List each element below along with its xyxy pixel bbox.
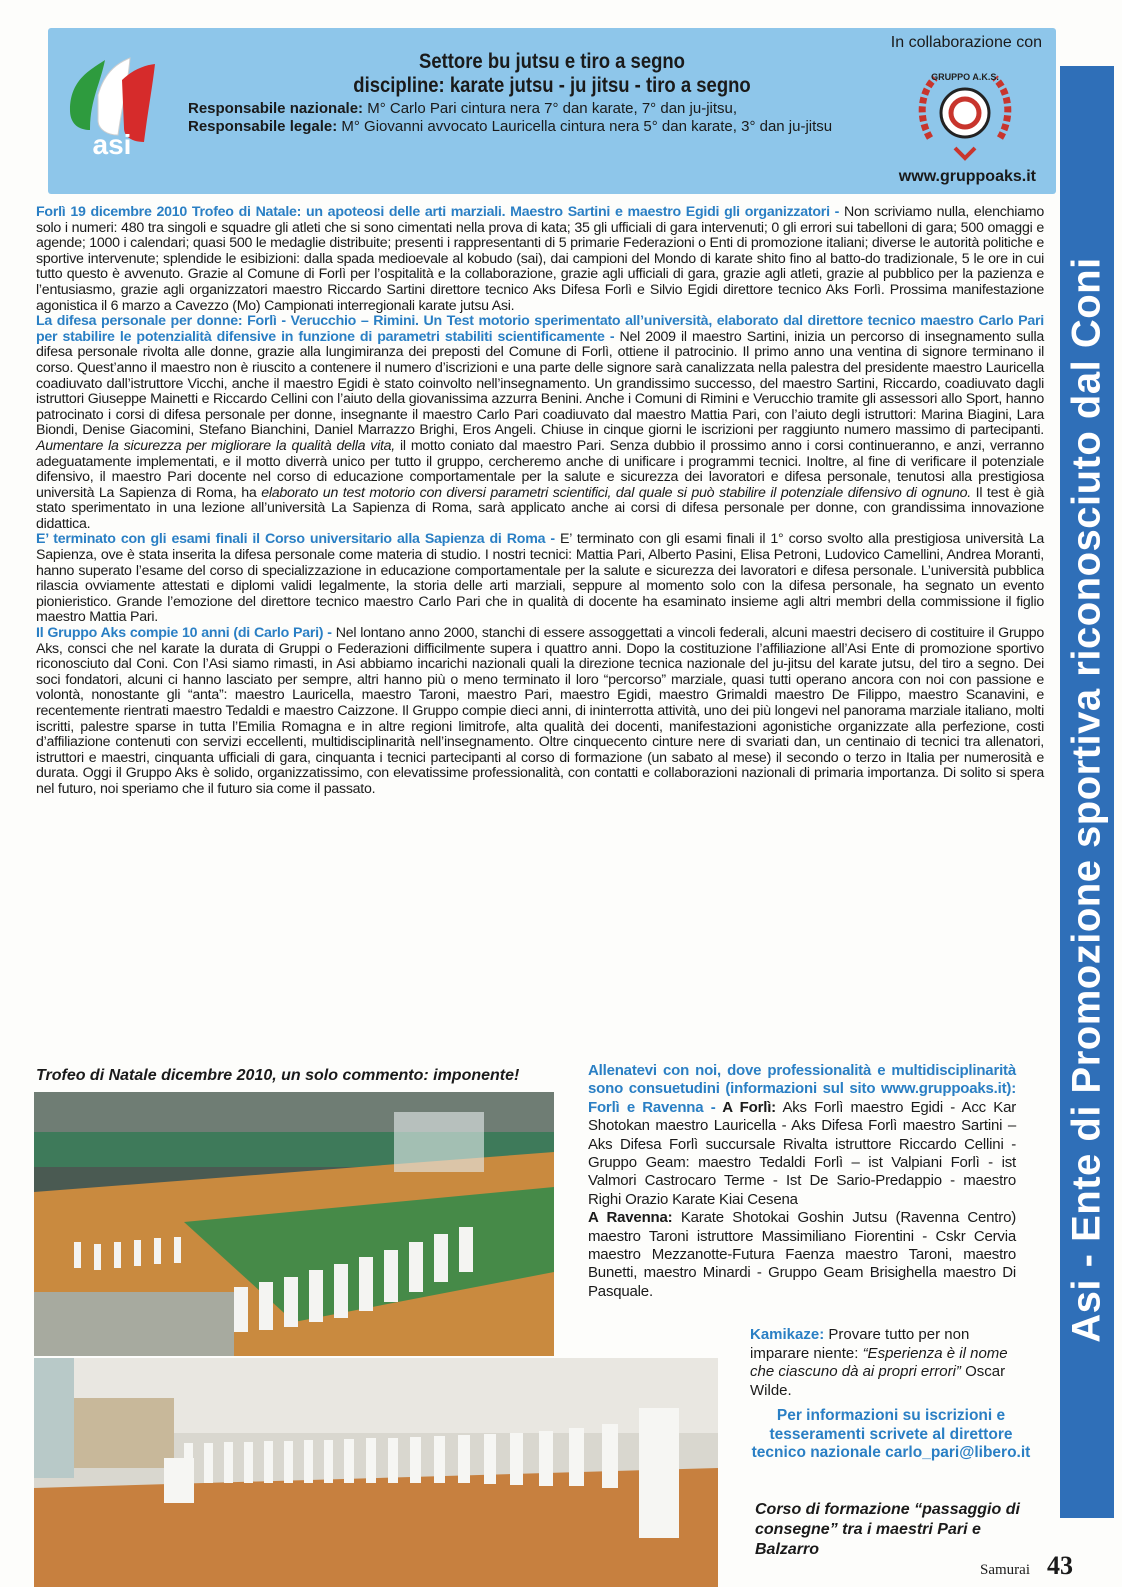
sedi-ravenna xyxy=(588,1209,1016,1301)
kamikaze-author: Oscar Wilde. xyxy=(750,1363,1006,1399)
collaborazione-label: In collaborazione con xyxy=(890,34,1042,51)
heading-trofeo-natale: Forlì 19 dicembre 2010 Trofeo di Natale: un apoteosi delle arti marziali. Maestro Sartini e maestro Egidi gli organizzatori - xyxy=(36,204,840,220)
footer-page-number: 43 xyxy=(1047,1551,1073,1580)
responsabile-nazionale-text: M° Carlo Pari cintura nera 7° dan karate, 7° dan ju-jitsu, xyxy=(367,100,738,117)
kamikaze-box xyxy=(750,1326,1016,1400)
info-contatti: Per informazioni su iscrizioni e tesseramenti scrivete al direttore tecnico nazionale carlo_pari@libero.it xyxy=(751,1407,1031,1461)
paragraph-text: Il test è già stato sperimentato in una lezione all’università La Sapienza di Roma, sarà applicato anche ai corsi di difesa personale per donne, con grandissima innovazione didattica. xyxy=(36,484,1045,532)
paragraph-text: E’ terminato con gli esami finali il 1° corso svolto alla prestigiosa università La Sapienza, ove è stata inserita la difesa personale come materia di studio. I nostri tecnici: Mattia Pari, Alberto Pasini, Elisa Petroni, Ludovico Camellini, Andrea Moranti, hanno superato l’esame del corso di specializzazione in educazione comportamentale per la salute e sicurezza dei lavoratori e difesa personale. L’università pubblica rilascia ovviamente attestati e diplomi validi legalmente, la storia delle arti marziali, seppure al momento solo con la difesa personale, ha segnato un evento pionieristico. Grande l’emozione del direttore tecnico maestro Carlo Pari che in qualità di docente ha esaminato insieme agli altri membri della commissione il figlio maestro Mattia Pari. xyxy=(36,531,1044,626)
header-title-line2: discipline: karate jutsu - ju jitsu - tiro a segno xyxy=(353,74,751,97)
footer-magazine: Samurai xyxy=(980,1562,1030,1578)
kamikaze-text: Provare tutto per non imparare niente: xyxy=(750,1326,970,1362)
ravenna-label: A Ravenna: xyxy=(588,1209,673,1227)
header-banner xyxy=(48,28,1056,194)
paragraph-trofeo-natale xyxy=(36,205,1044,314)
paragraph-gruppo-aks xyxy=(36,626,1044,798)
website-link[interactable]: www.gruppoaks.it xyxy=(898,168,1036,185)
ravenna-text: Karate Shotokai Goshin Jutsu (Ravenna Centro) maestro Taroni istruttore Massimiliano Fiorentini - Cskr Cervia maestro Mezzanotte-Futura Faenza maestro Taroni, maestro Bunetti, maestro Minardi - Gruppo Geam Brisighella maestro Di Pasquale. xyxy=(588,1209,1017,1300)
paragraph-corso-universitario xyxy=(36,532,1044,626)
heading-difesa-donne: La difesa personale per donne: Forlì - Verucchio – Rimini. Un Test motorio sperimentato all’università, elaborato dal direttore tecnico maestro Carlo Pari per stabilire le potenzialità difensive in funzione di parametri stabiliti scientificamente - xyxy=(36,313,1044,345)
svg-text:asi: asi xyxy=(92,129,132,160)
paragraph-italic-motto: Aumentare la sicurezza per migliorare la qualità della vita, xyxy=(36,437,396,454)
responsabile-legale-text: M° Giovanni avvocato Lauricella cintura nera 5° dan karate, 3° dan ju-jitsu xyxy=(341,118,833,135)
right-column-sedi xyxy=(588,1062,1016,1301)
side-band-text: Asi - Ente di Promozione sportiva riconosciuto dal Coni xyxy=(1064,257,1109,1343)
forli-text: Aks Forlì maestro Egidi - Acc Kar Shotokan maestro Lauricella - Aks Difesa Forlì maestro Sartini – Aks Difesa Forlì succursale Rivalta istruttore Riccardo Cellini - Gruppo Geam: maestro Tedaldi Forlì – ist Valpiani Forlì - ist Valmori Castrocaro Terme - Ist De Sario-Predappio - maestro Righi Orazio Karate Kiai Cesena xyxy=(588,1098,1017,1208)
paragraph-text: il motto coniato dal maestro Pari. Senza dubbio il prossimo anno i corsi continueranno, e anzi, verranno adeguatamente implementati, e il motto diverrà unico per tutto il gruppo, cercheremo anche di unificare i programmi tecnici. Inoltre, al fine di verificare il potenziale difensivo, il maestro Pari docente nel corso di educazione comportamentale per la salute e sicurezza dei lavoratori e difesa personale, tenutosi alla prestigiosa università La Sapienza di Roma, ha xyxy=(36,437,1044,501)
kamikaze-quote: “Esperienza è il nome che ciascuno dà ai propri errori” xyxy=(750,1344,1008,1380)
forli-label: A Forlì: xyxy=(715,1098,776,1116)
paragraph-text: Nel lontano anno 2000, stanchi di essere assoggettati a vincoli federali, alcuni maestri decisero di costituire il Gruppo Aks, consci che nel karate la durata di Gruppi o Federazioni difficilmente supera i quattro anni. Dopo la costituzione l’affiliazione all’Asi Ente di promozione sportivo riconosciuto dal Coni. Con l’Asi siamo rimasti, in Asi abbiamo incarichi nazionali quali la direzione tecnica nazionale del ju-jitsu del karate jutsu, del tiro a segno. Dei soci fondatori, alcuni ci hanno lasciato per sempre, altri hanno più o meno terminato il loro “percorso” marziale, quasi tutti operano ancora con noi con passione e volontà, nonostante gli “anta”: maestro Lauricella, maestro Taroni, maestro Pari, maestro Egidi, maestro Grimaldi maestro De Filippo, maestro Scanavini, e recentemente rientrati maestro Tedaldi e maestro Caizzone. Il Gruppo compie dieci anni, di ininterrotta attività, uno dei più longevi nel panorama marziale italiano, molti iscritti, palestre sparse in tutta l’Emilia Romagna e in altre regioni limitrofe, alta qualità dei docenti, manifestazioni agonistiche organizzate alla perfezione, costi d’affiliazione contenuti con servizi eccellenti, multidisciplinarità nell’insegnamento. Oltre cinquecento cinture nere di svariati dan, un centinaio di tecnici tra allenatori, istruttori e maestri, cinquanta ufficiali di gara, cinquanta i tecnici partecipanti al corso di formazione (un sabato al mese) il secondo o terzo in Italia per numerosità e durata. Oggi il Gruppo Aks è solido, organizzatissimo, con elevatissime professionalità, con contatti e collaborazioni nazionali di primaria importanza. Di solito si spera nel futuro, noi speriamo che il futuro sia come il passato. xyxy=(36,625,1044,797)
responsabile-nazionale-label: Responsabile nazionale: xyxy=(188,100,364,117)
photo-caption-top: Trofeo di Natale dicembre 2010, un solo commento: imponente! xyxy=(36,1067,520,1084)
paragraph-text: Non scriviamo nulla, elenchiamo solo i numeri: 480 tra singoli e squadre gli atleti che si sono cimentati nella prova di kata; 35 gli ufficiali di gara intervenuti; 0 gli errori sui tabelloni di gara; 500 omaggi e agende; 1000 i calendari; quasi 500 le medaglie distribuite; presenti i rappresentanti di 5 primarie Federazioni o Enti di promozione italiani; diverse le autorità politiche e sportive intervenute; splendide le esibizioni: dalla spada medioevale al kobudo (sai), dai campioni del Mondo di karate shito fino al batto-do tradizionale, 5 le ore in cui tutto questo è avvenuto. Grazie al Comune di Forlì per l’ospitalità e la collaborazione, grazie agli ufficiali di gara, grazie agli atleti, grazie al pubblico per la pazienza e l’entusiasmo, grazie agli organizzatori maestro Riccardo Sartini direttore tecnico Aks Difesa Forlì e Silvio Egidi direttore tecnico Aks Forlì. Prossima manifestazione agonistica il 6 marzo a Cavezzo (Mo) Campionati interregionali karate jutsu Asi. xyxy=(36,204,1044,314)
paragraph-difesa-donne xyxy=(36,314,1044,532)
kamikaze-label: Kamikaze: xyxy=(750,1326,825,1343)
heading-corso-universitario: E’ terminato con gli esami finali il Corso universitario alla Sapienza di Roma - xyxy=(36,531,555,548)
svg-text:GRUPPO A.K.S.: GRUPPO A.K.S. xyxy=(931,72,999,82)
photo-corso-formazione xyxy=(34,1358,718,1587)
article-body xyxy=(36,205,1044,798)
paragraph-italic-test: elaborato un test motorio con diversi parametri scientifici, dal quale si può stabilire il potenziale difensivo di ognuno. xyxy=(261,484,971,501)
header-title-line1: Settore bu jutsu e tiro a segno xyxy=(419,50,685,73)
responsabile-nazionale xyxy=(188,100,737,117)
photo-trofeo-natale xyxy=(34,1092,554,1356)
gruppo-aks-logo-icon xyxy=(910,58,1020,168)
sedi-forli xyxy=(588,1062,1016,1209)
photo-caption-bottom: Corso di formazione “passaggio di consegne” tra i maestri Pari e Balzarro xyxy=(755,1501,1020,1558)
responsabile-legale-label: Responsabile legale: xyxy=(188,118,338,135)
paragraph-text: Nel 2009 il maestro Sartini, inizia un percorso di insegnamento sulla difesa personale rivolta alle donne, grazie alla lungimiranza dei preposti del Comune di Forlì, ottiene il patrocinio. Il primo anno una ventina di signore terminano il corso. Quest’anno il maestro non è riuscito a contenere il numero d’iscrizioni e una parte delle signore sarà canalizzata nella palestra del presidente maestro Lauricella coadiuvato dall’istruttore Vicchi, anche il maestro Egidi è stato coinvolto nell’insegnamento. Un grandissimo successo, del maestro Sartini, Riccardo, coadiuvato dagli istruttori Giuseppe Mainetti e Riccardo Cellini con l’aiuto della giovanissima azzurra Benini. Anche i Comuni di Rimini e Verucchio tramite gli assessori allo Sport, hanno patrocinato i corsi di difesa personale per donne, insegnante il maestro Carlo Pari coadiuvato dal maestro Mattia Pari, con l’aiuto degli istruttori: Marina Biagini, Lara Biondi, Denise Giacomini, Stefano Bianchini, Daniel Marrazzo Brighi, Eros Angeli. Chiuse in cinque giorni le iscrizioni per raggiunto numero massimo di partecipanti. xyxy=(36,328,1044,439)
responsabile-legale xyxy=(188,118,832,135)
sedi-heading: Allenatevi con noi, dove professionalità e multidisciplinarità sono consuetudini (informazioni sul sito www.gruppoaks.it): Forlì e Ravenna - xyxy=(588,1062,1016,1116)
heading-gruppo-aks: Il Gruppo Aks compie 10 anni (di Carlo Pari) - xyxy=(36,625,332,642)
